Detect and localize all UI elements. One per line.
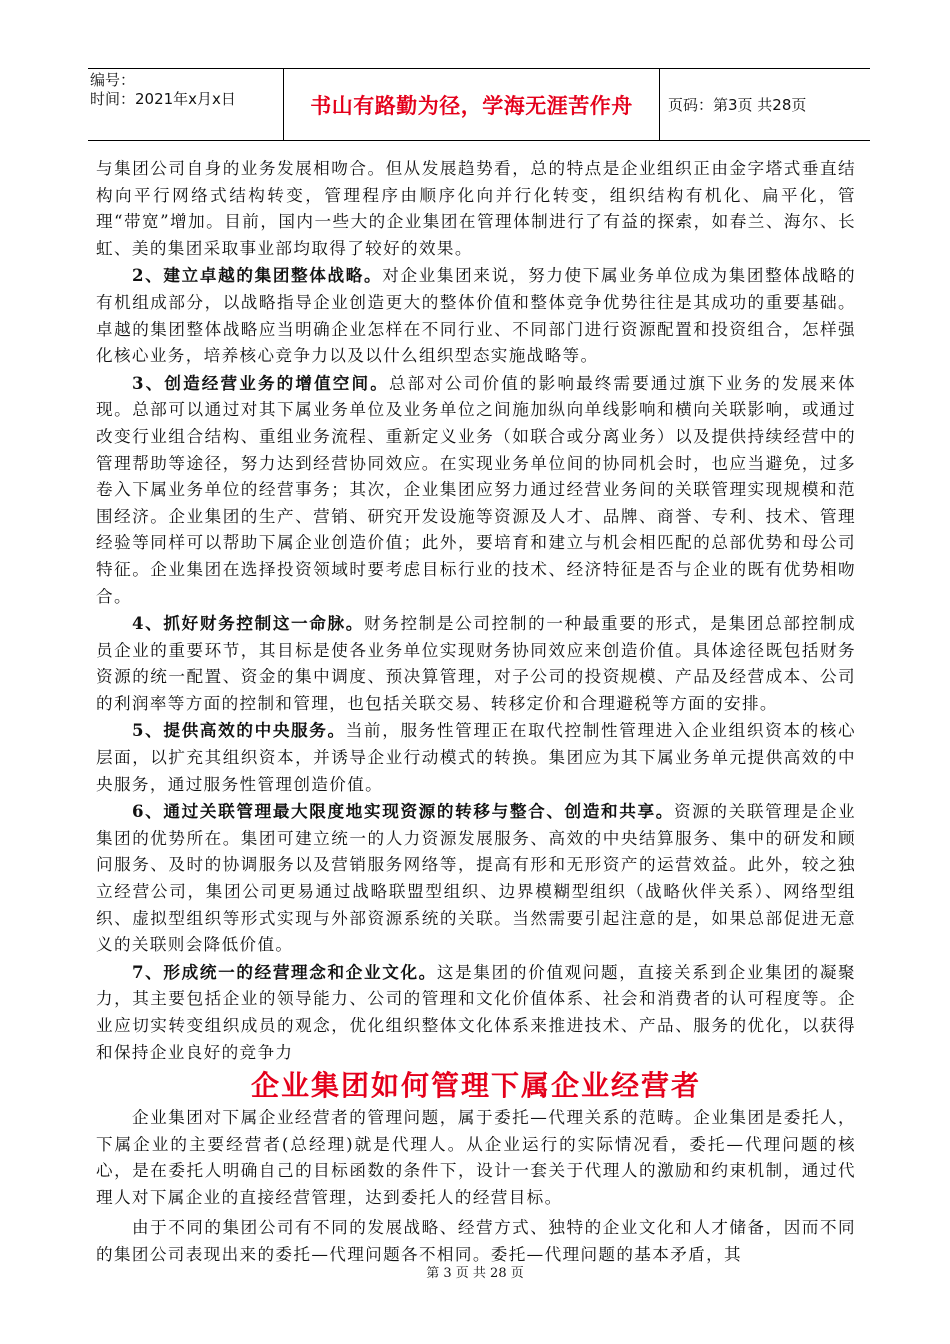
section-body [96, 1105, 856, 1273]
point-4-text: 财务控制是公司控制的一种最重要的形式，是集团总部控制成员企业的重要环节，其目标是使各业务单位实现财务协同效应来创造价值。具体途径既包括财务资源的统一配置、资金的集中调度、预决算管理，对子公司的投资规模、产品及经营成本、公司的利润率等方面的控制和管理，也包括关联交易、转移定价和合理避税等方面的安排。 [96, 614, 856, 713]
point-2-text: 对企业集团来说，努力使下属业务单位成为集团整体战略的有机组成部分，以战略指导企业创造更大的整体价值和整体竞争优势往往是其成功的重要基础。卓越的集团整体战略应当明确企业怎样在不同行业、不同部门进行资源配置和投资组合，怎样强化核心业务，培养核心竞争力以及以什么组织型态实施战略等。 [96, 266, 856, 366]
section-title: 企业集团如何管理下属企业经营者 [250, 1069, 701, 1102]
main-body [96, 156, 856, 1066]
document-time-label: 时间：2021年x月x日 [90, 90, 236, 108]
paragraph-point-2 [96, 262, 856, 369]
paragraph-point-3 [96, 370, 856, 610]
point-5-text: 当前，服务性管理正在取代控制性管理进入企业组织资本的核心层面，以扩充其组织资本，并诱导企业行动模式的转换。集团应为其下属业务单元提供高效的中央服务，通过服务性管理创造价值。 [96, 721, 856, 794]
page-footer: 第 3 页 共 28 页 [426, 1266, 524, 1281]
paragraph-point-4 [96, 610, 856, 717]
paragraph-continuation: 与集团公司自身的业务发展相吻合。但从发展趋势看，总的特点是企业组织正由金字塔式垂直结构向平行网络式结构转变，管理程序由顺序化向并行化转变，组织结构有机化、扁平化，管理“带宽”增加。目前，国内一些大的企业集团在管理体制进行了有益的探索，如春兰、海尔、长虹、美的集团采取事业部均取得了较好的效果。 [96, 159, 856, 258]
paragraph-point-5 [96, 717, 856, 798]
header-page-code: 页码：第3页 共28页 [668, 96, 807, 114]
point-3-heading: 3、创造经营业务的增值空间。 [132, 372, 389, 393]
header-motto-cell [284, 69, 660, 140]
section-paragraph-1: 企业集团对下属企业经营者的管理问题，属于委托—代理关系的范畴。企业集团是委托人，下属企业的主要经营者(总经理)就是代理人。从企业运行的实际情况看，委托—代理问题的核心，是在委托人明确自己的目标函数的条件下，设计一套关于代理人的激励和约束机制，通过代理人对下属企业的直接经营管理，达到委托人的经营目标。 [96, 1108, 856, 1207]
point-6-heading: 6、通过关联管理最大限度地实现资源的转移与整合、创造和共享。 [132, 801, 674, 822]
paragraph-point-6 [96, 798, 856, 959]
point-7-heading: 7、形成统一的经营理念和企业文化。 [132, 961, 437, 982]
paragraph-point-7 [96, 959, 856, 1066]
point-5-heading: 5、提供高效的中央服务。 [132, 720, 346, 741]
point-3-text: 总部对公司价值的影响最终需要通过旗下业务的发展来体现。总部可以通过对其下属业务单位及业务单位之间施加纵向单线影响和横向关联影响，或通过改变行业组合结构、重组业务流程、重新定义业务（如联合或分离业务）以及提供持续经营中的管理帮助等途径，努力达到经营协同效应。在实现业务单位间的协同机会时，也应当避免，过多卷入下属业务单位的经营事务；其次，企业集团应努力通过经营业务间的关联管理实现规模和范围经济。企业集团的生产、营销、研究开发设施等资源及人才、品牌、商誉、专利、技术、管理经验等同样可以帮助下属企业创造价值；此外，要培育和建立与机会相匹配的总部优势和母公司特征。企业集团在选择投资领域时要考虑目标行业的技术、经济特征是否与企业的既有优势相吻合。 [96, 373, 856, 606]
header-motto: 书山有路勤为径，学海无涯苦作舟 [310, 93, 633, 118]
header-page-code-cell [660, 69, 870, 140]
document-number-label: 编号： [90, 71, 136, 89]
point-4-heading: 4、抓好财务控制这一命脉。 [132, 613, 364, 634]
point-2-heading: 2、建立卓越的集团整体战略。 [132, 265, 383, 286]
point-6-text: 资源的关联管理是企业集团的优势所在。集团可建立统一的人力资源发展服务、高效的中央结算服务、集中的研发和顾问服务、及时的协调服务以及营销服务网络等，提高有形和无形资产的运营效益。此外，较之独立经营公司，集团公司更易通过战略联盟型组织、边界模糊型组织（战略伙伴关系）、网络型组织、虚拟型组织等形式实现与外部资源系统的关联。当然需要引起注意的是，如果总部促进无意义的关联则会降低价值。 [96, 802, 856, 955]
section-paragraph-2: 由于不同的集团公司有不同的发展战略、经营方式、独特的企业文化和人才储备，因而不同的集团公司表现出来的委托—代理问题各不相同。委托—代理问题的基本矛盾，其 [96, 1218, 856, 1264]
point-7-text: 这是集团的价值观问题，直接关系到企业集团的凝聚力，其主要包括企业的领导能力、公司的管理和文化价值体系、社会和消费者的认可程度等。企业应切实转变组织成员的观念，优化组织整体文化体系来推进技术、产品、服务的优化，以获得和保持企业良好的竞争力 [96, 962, 856, 1062]
page-header [88, 68, 870, 141]
header-meta [88, 69, 284, 140]
